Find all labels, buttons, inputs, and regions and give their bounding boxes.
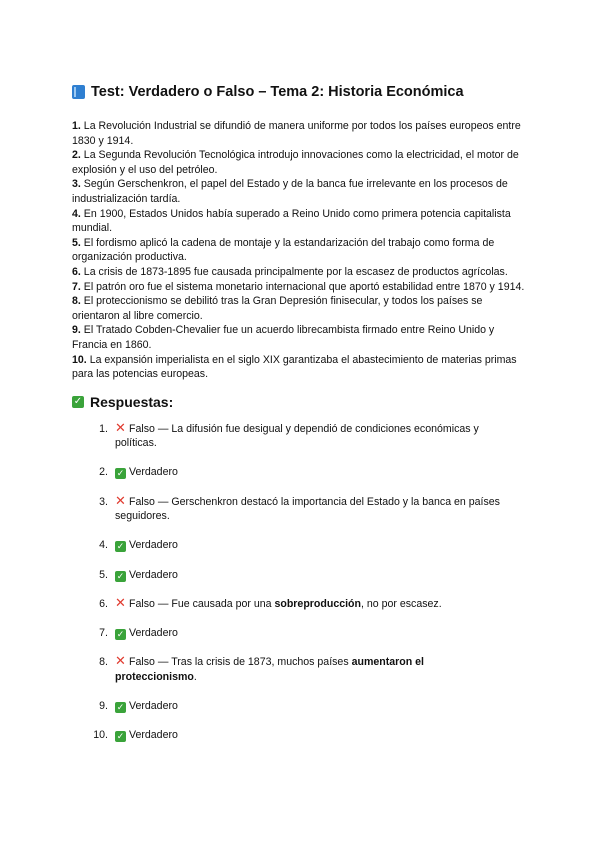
- answer-item: 7. ✓ Verdadero: [99, 627, 178, 639]
- answer-item: 2. ✓ Verdadero: [99, 466, 178, 479]
- answer-item: 6. ✕ Falso — Fue causada por una sobreproducción, no por escasez.: [99, 594, 442, 610]
- question-item: 4. En 1900, Estados Unidos había superado a Reino Unido como primera potencia capitalista mundial.: [72, 207, 511, 235]
- question-item: 9. El Tratado Cobden-Chevalier fue un acuerdo librecambista firmado entre Reino Unido y Francia en 1860.: [72, 324, 495, 351]
- page-title-text: Test: Verdadero o Falso – Tema 2: Historia Económica: [91, 84, 464, 100]
- question-item: 3. Según Gerschenkron, el papel del Estado y de la banca fue irrelevante en los procesos de industrialización tardía.: [72, 178, 508, 205]
- blue-book-icon: [72, 85, 85, 99]
- green-check-icon: ✓: [116, 468, 125, 479]
- question-item: 10. La expansión imperialista en el siglo XIX garantizaba el abastecimiento de materias primas para las potencias europeas.: [72, 353, 517, 381]
- question-item: 6. La crisis de 1873-1895 fue causada principalmente por la escasez de productos agrícolas.: [72, 265, 508, 278]
- green-check-icon: ✓: [116, 541, 125, 552]
- answer-list: [72, 419, 532, 743]
- answers-heading: [72, 394, 532, 410]
- question-item: 8. El proteccionismo se debilitó tras la Gran Depresión finisecular, y todos los países se orientaron al libre comercio.: [72, 295, 483, 322]
- page-title: [72, 84, 532, 100]
- answer-item: 9. ✓ Verdadero: [99, 699, 178, 712]
- answer-item: 1. ✕ Falso — La difusión fue desigual y dependió de condiciones económicas y políticas.: [99, 419, 479, 450]
- answer-item: 5. ✓ Verdadero: [99, 568, 178, 581]
- answer-item: 8. ✕ Falso — Tras la crisis de 1873, muchos países aumentaron el proteccionismo.: [99, 653, 424, 683]
- question-item: 2. La Segunda Revolución Tecnológica introdujo innovaciones como la electricidad, el motor de explosión y el uso del petróleo.: [72, 149, 519, 176]
- red-cross-icon: ✕: [115, 419, 126, 435]
- green-check-icon: ✓: [73, 395, 83, 407]
- green-check-icon: ✓: [116, 629, 125, 639]
- green-check-icon: ✓: [116, 701, 125, 712]
- answer-item: 3. ✕ Falso — Gerschenkron destacó la importancia del Estado y la banca en países seguidores.: [99, 492, 500, 523]
- answers-heading-text: Respuestas:: [90, 393, 174, 410]
- green-check-icon: ✓: [116, 731, 125, 742]
- question-item: 7. El patrón oro fue el sistema monetario internacional que aportó estabilidad entre 1870 y 1914.: [72, 280, 525, 293]
- red-cross-icon: ✕: [115, 492, 126, 508]
- answer-item: 10. ✓ Verdadero: [93, 729, 178, 742]
- document-page: [72, 84, 532, 757]
- green-check-icon: ✓: [116, 570, 125, 581]
- red-cross-icon: ✕: [115, 594, 126, 610]
- red-cross-icon: ✕: [115, 653, 126, 669]
- question-list: [72, 119, 532, 382]
- answer-item: 4. ✓ Verdadero: [99, 539, 178, 552]
- question-item: 1. La Revolución Industrial se difundió de manera uniforme por todos los países europeos entre 1830 y 1914.: [72, 120, 521, 147]
- question-item: 5. El fordismo aplicó la cadena de montaje y la estandarización del trabajo como forma de organización productiva.: [72, 236, 495, 264]
